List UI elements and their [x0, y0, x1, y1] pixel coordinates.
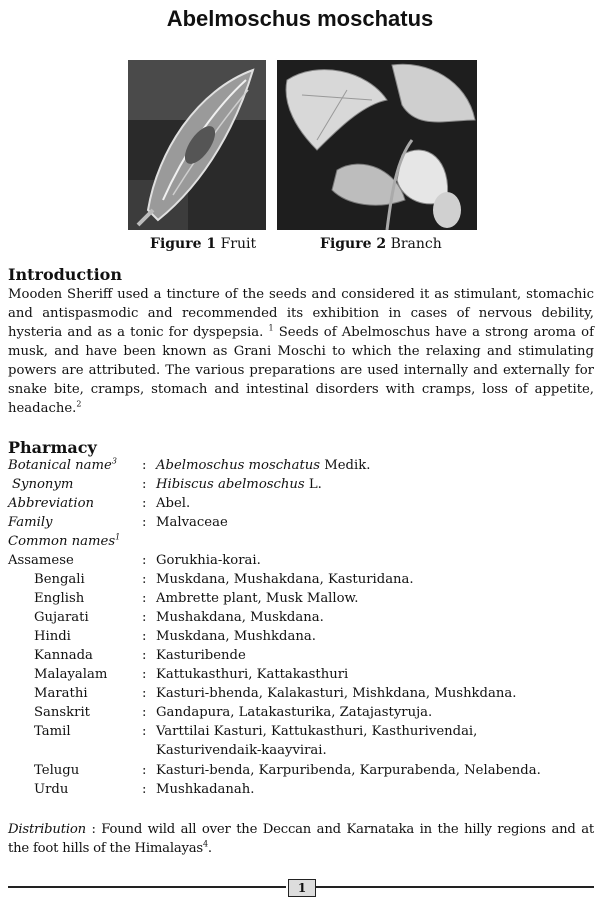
- intro-ref-1: 1: [268, 323, 274, 333]
- language-label: Gujarati: [34, 610, 89, 625]
- colon: :: [142, 705, 147, 720]
- language-label: Urdu: [34, 782, 69, 797]
- distribution-separator: :: [85, 822, 102, 837]
- page-title: Abelmoschus moschatus: [166, 6, 434, 31]
- botanical-name-value: Abelmoschus moschatus Medik.: [156, 458, 371, 473]
- colon: :: [142, 782, 147, 797]
- language-names: Kasturi-bhenda, Kalakasturi, Mishkdana, Mushkdana.: [156, 686, 517, 701]
- family-value: Malvaceae: [156, 515, 228, 530]
- language-label: Assamese: [8, 553, 74, 568]
- language-names: Muskdana, Mushkdana.: [156, 629, 316, 644]
- colon: :: [142, 724, 147, 739]
- footer-rule-right: [316, 886, 594, 888]
- colon: :: [142, 515, 147, 530]
- language-label: Bengali: [34, 572, 85, 587]
- language-label: English: [34, 591, 85, 606]
- abbreviation-label: Abbreviation: [8, 496, 94, 511]
- synonym-label: Synonym: [12, 477, 74, 492]
- language-names: Kattukasthuri, Kattakasthuri: [156, 667, 349, 682]
- synonym-value: Hibiscus abelmoschus L.: [156, 477, 322, 492]
- colon: :: [142, 572, 147, 587]
- colon: :: [142, 667, 147, 682]
- language-label: Marathi: [34, 686, 88, 701]
- introduction-paragraph: [8, 285, 594, 418]
- abbreviation-value: Abel.: [156, 496, 191, 511]
- language-label: Sanskrit: [34, 705, 90, 720]
- colon: :: [142, 763, 147, 778]
- colon: :: [142, 686, 147, 701]
- figure-2-text: Branch: [390, 236, 442, 252]
- language-names: Gandapura, Latakasturika, Zatajastyruja.: [156, 705, 433, 720]
- language-names: Varttilai Kasturi, Kattukasthuri, Kasthurivendai,: [156, 724, 478, 739]
- pharmacy-heading: Pharmacy: [8, 438, 97, 457]
- family-label: Family: [8, 515, 53, 530]
- language-names: Kasturi-benda, Karpuribenda, Karpurabenda, Nelabenda.: [156, 763, 541, 778]
- figure-branch-image: [277, 60, 477, 230]
- language-label: Tamil: [34, 724, 71, 739]
- language-names-continued: Kasturivendaik-kaayvirai.: [156, 743, 327, 758]
- language-names: Mushkadanah.: [156, 782, 255, 797]
- distribution-end: .: [207, 841, 212, 856]
- colon: :: [142, 629, 147, 644]
- footer-rule-left: [8, 886, 286, 888]
- figure-2-label: Figure 2: [320, 236, 387, 252]
- common-names-label: Common names$^1$: [8, 532, 121, 549]
- colon: :: [142, 553, 147, 568]
- language-label: Telugu: [34, 763, 80, 778]
- figure-fruit-image: [128, 60, 266, 230]
- language-names: Ambrette plant, Musk Mallow.: [156, 591, 359, 606]
- distribution-label: Distribution: [8, 822, 86, 837]
- intro-ref-2: 2: [76, 399, 82, 409]
- colon: :: [142, 648, 147, 663]
- distribution-ref: 4: [203, 839, 208, 849]
- language-label: Kannada: [34, 648, 93, 663]
- language-names: Muskdana, Mushakdana, Kasturidana.: [156, 572, 414, 587]
- colon: :: [142, 496, 147, 511]
- intro-text-1: Mooden Sheriff used a tincture of the seeds and considered it as stimulant, stomachic and antispasmodic and recommended its exhibition in cases of nervous debility, hysteria and as a tonic for dyspepsia.: [8, 287, 594, 340]
- distribution-paragraph: [8, 820, 594, 858]
- distribution-text: Found wild all over the Deccan and Karnataka in the hilly regions and at the foot hills of the Himalayas: [8, 822, 594, 856]
- figure-1-caption: [150, 236, 256, 252]
- botanical-name-label: Botanical name$^3$: [8, 456, 117, 473]
- page-number: 1: [288, 879, 316, 897]
- figure-2-caption: [320, 236, 442, 252]
- colon: :: [142, 458, 147, 473]
- colon: :: [142, 477, 147, 492]
- language-names: Gorukhia-korai.: [156, 553, 261, 568]
- language-label: Malayalam: [34, 667, 108, 682]
- colon: :: [142, 610, 147, 625]
- language-names: Mushakdana, Muskdana.: [156, 610, 324, 625]
- language-names: Kasturibende: [156, 648, 246, 663]
- figure-1-label: Figure 1: [150, 236, 217, 252]
- figure-1-text: Fruit: [220, 236, 257, 252]
- colon: :: [142, 591, 147, 606]
- language-label: Hindi: [34, 629, 71, 644]
- intro-text-2: Seeds of Abelmoschus have a strong aroma of musk, and have been known as Grani Moschi to which the relaxing and stimulating powers are attributed. The various preparations are used internally and externally for snake bite, cramps, stomach and intestinal disorders with cramps, loss of appetite, headache.: [8, 325, 594, 416]
- introduction-heading: Introduction: [8, 265, 122, 284]
